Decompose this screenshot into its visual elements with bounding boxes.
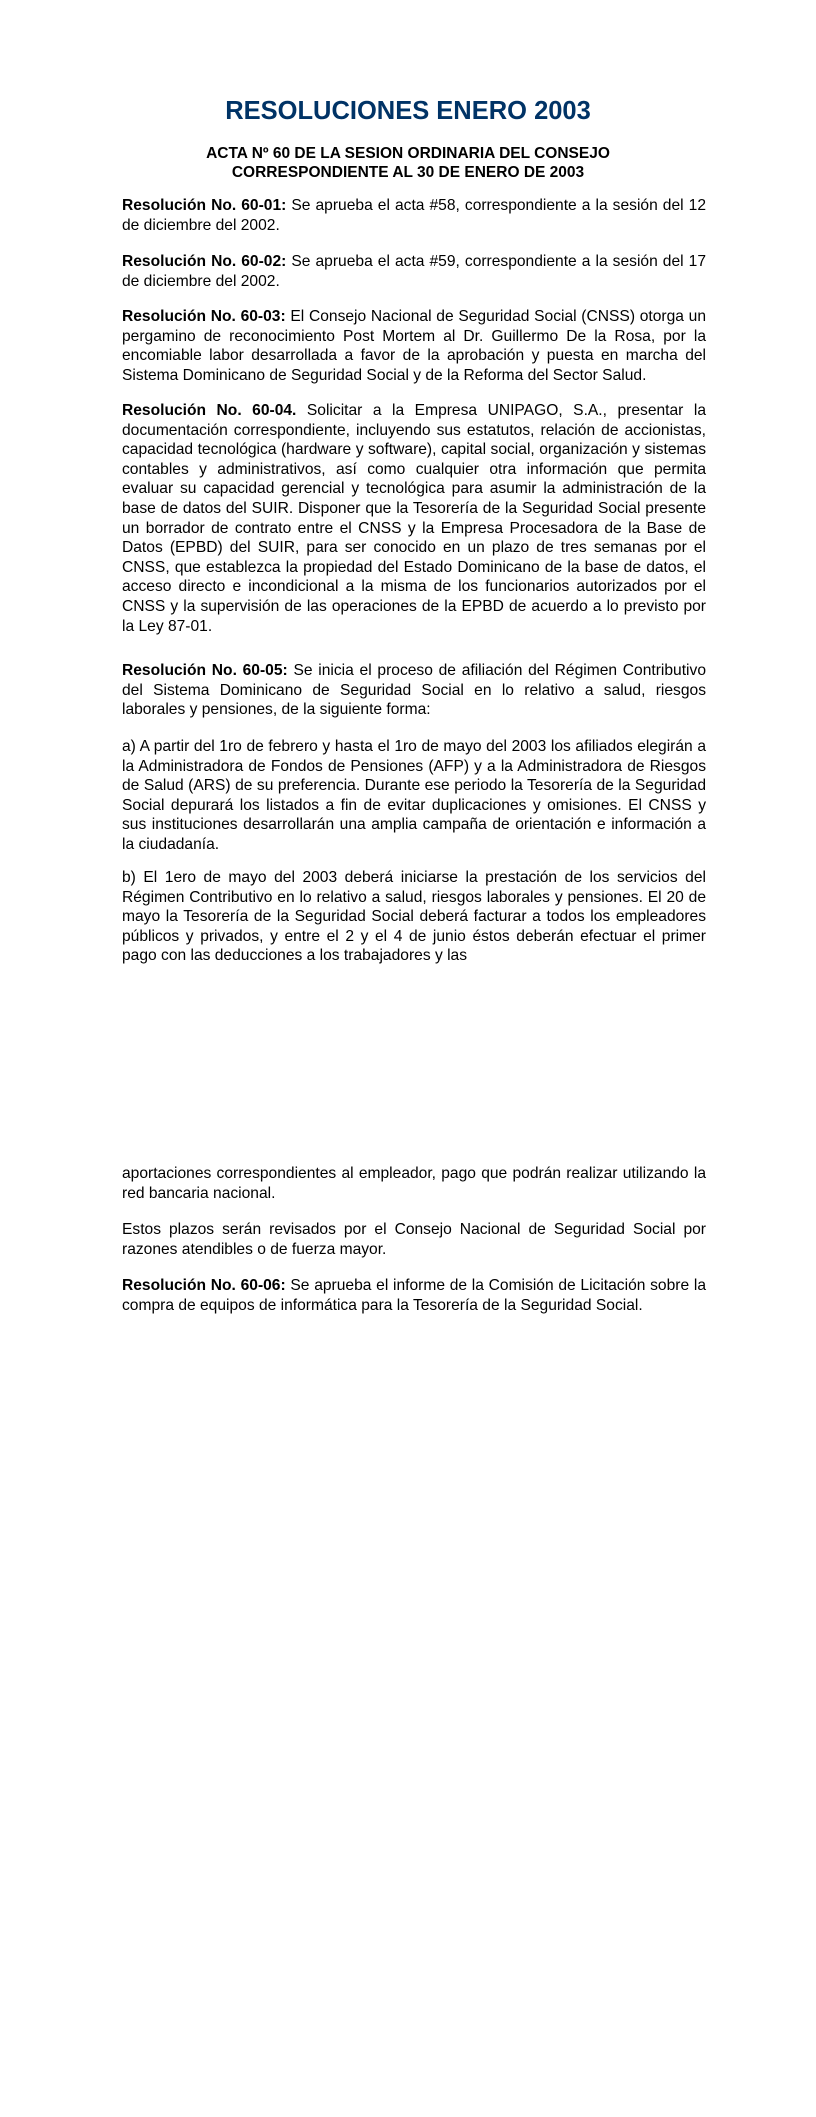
resolution-text: Solicitar a la Empresa UNIPAGO, S.A., presentar la documentación correspondiente, incluyendo sus estatutos, relación de accionistas, capacidad tecnológica (hardware y software), capital social, organización y sistemas contables y administrativos, así como cualquier otra información que permita evaluar su capacidad gerencial y tecnológica para asumir la administración de la base de datos del SUIR. Disponer que la Tesorería de la Seguridad Social presente un borrador de contrato entre el CNSS y la Empresa Procesadora de la Base de Datos (EPBD) del SUIR, para ser conocido en un plazo de tres semanas por el CNSS, que establezca la propiedad del Estado Dominicano de la base de datos, el acceso directo e incondicional a la misma de los funcionarios autorizados por el CNSS y la supervisión de las operaciones de la EPBD de acuerdo a lo previsto por la Ley 87-01. (122, 402, 706, 635)
resolution-text: Se aprueba el acta #58, correspondiente a la sesión del 12 de diciembre del 2002. (122, 197, 706, 234)
resolution-text: Se aprueba el acta #59, correspondiente a la sesión del 17 de diciembre del 2002. (122, 253, 706, 290)
item-b (122, 868, 706, 966)
resolution-text: Se aprueba el informe de la Comisión de Licitación sobre la compra de equipos de informática para la Tesorería de la Seguridad Social. (122, 1277, 706, 1314)
acta-heading-line-1: ACTA Nº 60 DE LA SESION ORDINARIA DEL CONSEJO (206, 145, 610, 162)
note-text: Estos plazos serán revisados por el Consejo Nacional de Seguridad Social por razones atendibles o de fuerza mayor. (122, 1221, 706, 1258)
item-text: aportaciones correspondientes al empleador, pago que podrán realizar utilizando la red bancaria nacional. (122, 1165, 706, 1202)
item-b-continuation (122, 1164, 706, 1203)
acta-heading (150, 144, 666, 182)
resolution-label: Resolución No. 60-03: (122, 308, 286, 325)
item-a (122, 737, 706, 855)
resolution-text: Se inicia el proceso de afiliación del Régimen Contributivo del Sistema Dominicano de Seguridad Social en lo relativo a salud, riesgos laborales y pensiones, de la siguiente forma: (122, 662, 706, 719)
resolution-60-06 (122, 1276, 706, 1315)
resolution-60-03 (122, 307, 706, 385)
resolution-label: Resolución No. 60-02: (122, 253, 287, 270)
resolution-60-01 (122, 196, 706, 235)
resolution-label: Resolución No. 60-01: (122, 197, 287, 214)
resolution-label: Resolución No. 60-06: (122, 1277, 286, 1294)
resolution-label: Resolución No. 60-05: (122, 662, 288, 679)
resolution-label: Resolución No. 60-04. (122, 402, 297, 419)
resolution-60-04 (122, 401, 706, 636)
acta-heading-line-2: CORRESPONDIENTE AL 30 DE ENERO DE 2003 (231, 164, 585, 181)
resolution-60-05 (122, 661, 706, 720)
page-title: RESOLUCIONES ENERO 2003 (225, 97, 591, 125)
resolution-60-02 (122, 252, 706, 291)
resolution-text: El Consejo Nacional de Seguridad Social (CNSS) otorga un pergamino de reconocimiento Post Mortem al Dr. Guillermo De la Rosa, por la encomiable labor desarrollada a favor de la aprobación y puesta en marcha del Sistema Dominicano de Seguridad Social y de la Reforma del Sector Salud. (122, 308, 706, 384)
item-text: b) El 1ero de mayo del 2003 deberá iniciarse la prestación de los servicios del Régimen Contributivo en lo relativo a salud, riesgos laborales y pensiones. El 20 de mayo la Tesorería de la Seguridad Social deberá facturar a todos los empleadores públicos y privados, y entre el 2 y el 4 de junio éstos deberán efectuar el primer pago con las deducciones a los trabajadores y las (122, 869, 706, 965)
plazos-note (122, 1220, 706, 1259)
item-text: a) A partir del 1ro de febrero y hasta el 1ro de mayo del 2003 los afiliados elegirán a la Administradora de Fondos de Pensiones (AFP) y a la Administradora de Riesgos de Salud (ARS) de su preferencia. Durante ese periodo la Tesorería de la Seguridad Social depurará los listados a fin de evitar duplicaciones y omisiones. El CNSS y sus instituciones desarrollarán una amplia campaña de orientación e información a la ciudadanía. (122, 738, 706, 853)
